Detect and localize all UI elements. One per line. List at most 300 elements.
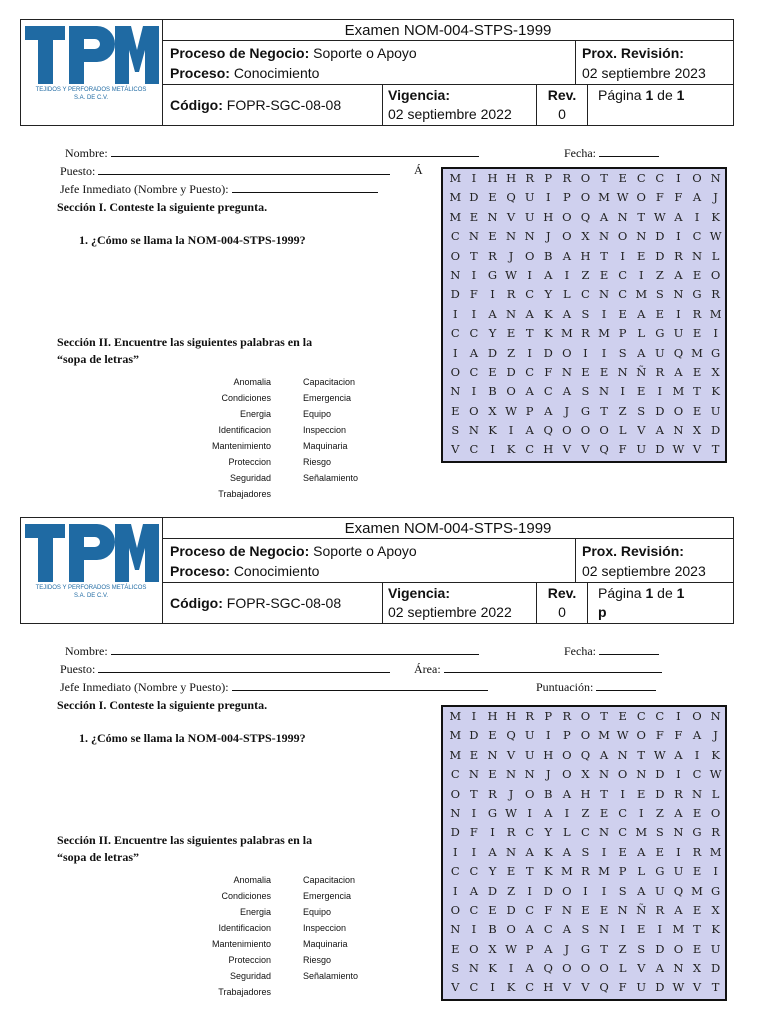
puzzle-letter[interactable]: O: [673, 941, 684, 956]
puzzle-letter[interactable]: J: [545, 229, 551, 244]
puzzle-letter[interactable]: M: [449, 209, 462, 224]
puzzle-letter[interactable]: I: [545, 728, 551, 743]
puzzle-letter[interactable]: E: [488, 364, 497, 379]
puzzle-letter[interactable]: G: [711, 883, 721, 898]
puzzle-letter[interactable]: K: [543, 306, 553, 321]
puzzle-letter[interactable]: I: [453, 844, 458, 859]
puzzle-letter[interactable]: W: [653, 747, 666, 762]
puzzle-letter[interactable]: O: [562, 229, 572, 244]
puzzle-letter[interactable]: I: [620, 786, 625, 801]
puzzle-letter[interactable]: F: [618, 442, 627, 457]
puzzle-letter[interactable]: D: [469, 190, 479, 205]
puzzle-letter[interactable]: I: [638, 267, 644, 282]
puzzle-letter[interactable]: B: [544, 248, 553, 263]
puzzle-letter[interactable]: M: [449, 747, 462, 762]
puzzle-letter[interactable]: A: [562, 306, 572, 321]
puzzle-letter[interactable]: G: [487, 267, 498, 282]
puzzle-letter[interactable]: I: [490, 287, 495, 302]
puzzle-letter[interactable]: I: [490, 980, 495, 995]
puzzle-letter[interactable]: I: [545, 190, 551, 205]
puzzle-letter[interactable]: C: [655, 709, 665, 723]
puzzle-letter[interactable]: I: [620, 384, 625, 399]
puzzle-letter[interactable]: D: [710, 423, 721, 438]
puzzle-letter[interactable]: N: [617, 747, 628, 762]
puzzle-letter[interactable]: K: [488, 423, 497, 438]
puzzle-letter[interactable]: I: [713, 864, 718, 879]
puzzle-letter[interactable]: O: [450, 902, 461, 917]
puzzle-letter[interactable]: I: [490, 442, 495, 457]
puzzle-letter[interactable]: I: [490, 825, 495, 840]
puzzle-letter[interactable]: V: [692, 980, 702, 995]
puzzle-letter[interactable]: C: [636, 171, 646, 185]
puzzle-letter[interactable]: S: [655, 825, 664, 840]
puzzle-letter[interactable]: H: [543, 442, 554, 457]
puzzle-letter[interactable]: Q: [673, 883, 684, 898]
position-line[interactable]: [98, 661, 390, 673]
puzzle-letter[interactable]: N: [450, 267, 461, 282]
puzzle-letter[interactable]: I: [583, 345, 588, 360]
puzzle-letter[interactable]: C: [525, 825, 535, 840]
puzzle-letter[interactable]: A: [525, 961, 534, 976]
area-field[interactable]: [414, 163, 423, 177]
puzzle-letter[interactable]: V: [506, 747, 516, 762]
puzzle-letter[interactable]: W: [616, 190, 629, 205]
puzzle-letter[interactable]: I: [601, 844, 607, 859]
puzzle-letter[interactable]: U: [524, 190, 535, 205]
puzzle-letter[interactable]: R: [692, 306, 702, 321]
puzzle-letter[interactable]: X: [581, 229, 590, 244]
puzzle-letter[interactable]: D: [450, 287, 460, 302]
puzzle-letter[interactable]: J: [713, 728, 718, 743]
puzzle-letter[interactable]: Z: [507, 345, 516, 360]
puzzle-letter[interactable]: I: [676, 709, 681, 723]
puzzle-letter[interactable]: O: [580, 423, 591, 438]
puzzle-letter[interactable]: V: [581, 442, 590, 457]
puzzle-letter[interactable]: T: [711, 980, 720, 995]
puzzle-letter[interactable]: W: [616, 728, 629, 743]
puzzle-letter[interactable]: M: [560, 326, 573, 341]
puzzle-letter[interactable]: N: [673, 423, 684, 438]
puzzle-letter[interactable]: Q: [543, 423, 553, 438]
puzzle-letter[interactable]: A: [544, 805, 553, 820]
puzzle-letter[interactable]: N: [617, 209, 628, 224]
puzzle-letter[interactable]: A: [692, 190, 702, 205]
puzzle-letter[interactable]: I: [620, 248, 625, 263]
puzzle-letter[interactable]: D: [543, 345, 553, 360]
puzzle-letter[interactable]: P: [562, 728, 571, 743]
puzzle-letter[interactable]: N: [487, 209, 498, 224]
puzzle-letter[interactable]: D: [655, 786, 665, 801]
puzzle-letter[interactable]: F: [544, 364, 553, 379]
puzzle-letter[interactable]: S: [451, 423, 460, 438]
puzzle-letter[interactable]: O: [580, 961, 591, 976]
puzzle-letter[interactable]: I: [676, 171, 681, 185]
puzzle-letter[interactable]: C: [543, 384, 553, 399]
puzzle-letter[interactable]: R: [581, 864, 590, 879]
puzzle-letter[interactable]: C: [692, 229, 702, 244]
puzzle-letter[interactable]: L: [618, 961, 627, 976]
puzzle-letter[interactable]: N: [506, 844, 517, 859]
puzzle-letter[interactable]: M: [691, 883, 703, 898]
puzzle-letter[interactable]: F: [618, 980, 627, 995]
puzzle-letter[interactable]: J: [564, 941, 570, 956]
puzzle-letter[interactable]: W: [709, 767, 722, 782]
puzzle-letter[interactable]: U: [654, 883, 665, 898]
puzzle-letter[interactable]: X: [488, 403, 497, 418]
puzzle-letter[interactable]: C: [581, 825, 590, 840]
puzzle-letter[interactable]: T: [470, 248, 478, 263]
puzzle-letter[interactable]: P: [618, 864, 627, 879]
puzzle-letter[interactable]: O: [580, 190, 591, 205]
puzzle-letter[interactable]: X: [581, 767, 590, 782]
puzzle-letter[interactable]: E: [599, 902, 609, 917]
puzzle-letter[interactable]: I: [527, 267, 532, 282]
position-line[interactable]: [98, 163, 390, 175]
puzzle-letter[interactable]: Y: [488, 326, 497, 341]
puzzle-letter[interactable]: V: [637, 961, 646, 976]
puzzle-letter[interactable]: L: [637, 864, 646, 879]
puzzle-letter[interactable]: N: [673, 287, 684, 302]
puzzle-letter[interactable]: N: [561, 364, 572, 379]
puzzle-letter[interactable]: N: [468, 961, 479, 976]
puzzle-letter[interactable]: A: [525, 306, 534, 321]
name-line[interactable]: [111, 643, 479, 655]
puzzle-letter[interactable]: M: [449, 728, 462, 743]
puzzle-letter[interactable]: R: [674, 786, 683, 801]
puzzle-letter[interactable]: A: [525, 384, 534, 399]
area-field[interactable]: [414, 661, 662, 676]
puzzle-letter[interactable]: F: [469, 825, 478, 840]
puzzle-letter[interactable]: A: [562, 384, 572, 399]
puzzle-letter[interactable]: U: [673, 326, 684, 341]
puzzle-letter[interactable]: U: [654, 345, 665, 360]
puzzle-letter[interactable]: I: [564, 267, 570, 282]
puzzle-letter[interactable]: T: [711, 442, 720, 457]
date-line[interactable]: [599, 145, 659, 157]
puzzle-letter[interactable]: A: [525, 423, 534, 438]
puzzle-letter[interactable]: H: [543, 747, 554, 762]
supervisor-field[interactable]: [60, 679, 488, 694]
puzzle-letter[interactable]: O: [562, 961, 572, 976]
puzzle-letter[interactable]: L: [711, 786, 720, 801]
puzzle-letter[interactable]: N: [673, 825, 684, 840]
puzzle-letter[interactable]: I: [676, 767, 681, 782]
puzzle-letter[interactable]: I: [620, 922, 625, 937]
puzzle-letter[interactable]: N: [506, 229, 517, 244]
puzzle-letter[interactable]: E: [618, 844, 627, 859]
puzzle-letter[interactable]: I: [527, 883, 532, 898]
puzzle-letter[interactable]: T: [600, 403, 608, 418]
puzzle-letter[interactable]: Q: [506, 190, 516, 205]
puzzle-letter[interactable]: M: [598, 326, 610, 341]
puzzle-letter[interactable]: M: [449, 190, 462, 205]
puzzle-letter[interactable]: N: [524, 229, 535, 244]
puzzle-letter[interactable]: Q: [599, 980, 609, 995]
puzzle-letter[interactable]: D: [655, 767, 665, 782]
puzzle-letter[interactable]: E: [692, 364, 702, 379]
puzzle-letter[interactable]: A: [488, 306, 497, 321]
puzzle-letter[interactable]: S: [581, 922, 590, 937]
puzzle-letter[interactable]: F: [674, 728, 683, 743]
puzzle-letter[interactable]: M: [598, 190, 610, 205]
puzzle-letter[interactable]: W: [672, 980, 685, 995]
puzzle-letter[interactable]: O: [562, 747, 572, 762]
puzzle-letter[interactable]: I: [564, 805, 570, 820]
puzzle-letter[interactable]: J: [713, 190, 718, 205]
puzzle-letter[interactable]: A: [637, 306, 646, 321]
puzzle-letter[interactable]: C: [525, 980, 535, 995]
puzzle-letter[interactable]: F: [655, 728, 664, 743]
puzzle-letter[interactable]: C: [469, 980, 479, 995]
puzzle-letter[interactable]: L: [637, 326, 646, 341]
puzzle-letter[interactable]: I: [527, 345, 532, 360]
puzzle-letter[interactable]: O: [617, 229, 628, 244]
puzzle-letter[interactable]: E: [506, 864, 516, 879]
puzzle-letter[interactable]: N: [599, 384, 610, 399]
puzzle-letter[interactable]: M: [598, 728, 610, 743]
name-field[interactable]: [65, 643, 479, 658]
puzzle-letter[interactable]: K: [711, 922, 720, 937]
puzzle-letter[interactable]: H: [487, 709, 498, 723]
puzzle-letter[interactable]: U: [710, 941, 721, 956]
puzzle-letter[interactable]: C: [469, 902, 479, 917]
puzzle-letter[interactable]: V: [692, 442, 702, 457]
puzzle-letter[interactable]: A: [562, 844, 572, 859]
puzzle-letter[interactable]: I: [601, 306, 607, 321]
puzzle-letter[interactable]: C: [525, 902, 535, 917]
puzzle-letter[interactable]: J: [564, 403, 570, 418]
puzzle-letter[interactable]: K: [543, 864, 553, 879]
puzzle-letter[interactable]: S: [581, 844, 590, 859]
puzzle-letter[interactable]: T: [693, 384, 701, 399]
puzzle-letter[interactable]: I: [638, 805, 644, 820]
puzzle-letter[interactable]: D: [487, 883, 498, 898]
puzzle-letter[interactable]: S: [637, 941, 646, 956]
puzzle-letter[interactable]: A: [674, 267, 683, 282]
puzzle-letter[interactable]: I: [508, 423, 514, 438]
puzzle-letter[interactable]: N: [506, 306, 517, 321]
puzzle-letter[interactable]: Q: [599, 442, 609, 457]
puzzle-letter[interactable]: W: [505, 805, 517, 820]
puzzle-letter[interactable]: E: [599, 364, 609, 379]
puzzle-letter[interactable]: O: [580, 728, 591, 743]
puzzle-letter[interactable]: A: [637, 883, 646, 898]
puzzle-letter[interactable]: A: [488, 844, 497, 859]
puzzle-letter[interactable]: O: [580, 171, 591, 185]
position-field[interactable]: [60, 163, 390, 178]
puzzle-letter[interactable]: I: [453, 306, 458, 321]
puzzle-letter[interactable]: E: [637, 922, 646, 937]
puzzle-letter[interactable]: Z: [655, 805, 664, 820]
puzzle-letter[interactable]: A: [674, 747, 683, 762]
puzzle-letter[interactable]: R: [525, 171, 534, 185]
puzzle-letter[interactable]: I: [471, 709, 477, 723]
puzzle-letter[interactable]: I: [471, 844, 477, 859]
puzzle-letter[interactable]: N: [468, 229, 479, 244]
puzzle-letter[interactable]: G: [711, 345, 721, 360]
puzzle-letter[interactable]: M: [709, 844, 722, 859]
puzzle-letter[interactable]: O: [450, 786, 461, 801]
puzzle-letter[interactable]: C: [581, 287, 590, 302]
puzzle-letter[interactable]: C: [450, 326, 460, 341]
puzzle-letter[interactable]: N: [599, 922, 610, 937]
puzzle-letter[interactable]: O: [692, 171, 702, 185]
puzzle-letter[interactable]: A: [544, 267, 553, 282]
puzzle-letter[interactable]: E: [692, 805, 702, 820]
puzzle-letter[interactable]: T: [693, 922, 701, 937]
puzzle-letter[interactable]: D: [710, 961, 721, 976]
puzzle-letter[interactable]: N: [636, 767, 647, 782]
puzzle-letter[interactable]: A: [469, 883, 479, 898]
puzzle-letter[interactable]: I: [713, 326, 718, 341]
puzzle-letter[interactable]: N: [468, 767, 479, 782]
puzzle-letter[interactable]: R: [525, 709, 534, 723]
puzzle-letter[interactable]: R: [581, 326, 590, 341]
puzzle-letter[interactable]: O: [562, 423, 572, 438]
puzzle-letter[interactable]: C: [636, 709, 646, 723]
puzzle-letter[interactable]: N: [636, 229, 647, 244]
puzzle-letter[interactable]: A: [562, 786, 572, 801]
puzzle-letter[interactable]: H: [506, 709, 517, 723]
puzzle-letter[interactable]: X: [711, 364, 720, 379]
puzzle-letter[interactable]: W: [709, 229, 722, 244]
puzzle-letter[interactable]: O: [599, 423, 609, 438]
supervisor-line[interactable]: [232, 181, 378, 193]
puzzle-letter[interactable]: U: [636, 442, 647, 457]
puzzle-letter[interactable]: O: [469, 941, 479, 956]
puzzle-letter[interactable]: W: [672, 442, 685, 457]
puzzle-letter[interactable]: N: [710, 709, 721, 723]
puzzle-letter[interactable]: Y: [488, 864, 497, 879]
puzzle-letter[interactable]: V: [581, 980, 590, 995]
puzzle-letter[interactable]: T: [600, 786, 608, 801]
puzzle-letter[interactable]: Ñ: [636, 364, 647, 379]
puzzle-letter[interactable]: I: [471, 267, 477, 282]
puzzle-letter[interactable]: N: [524, 767, 535, 782]
puzzle-letter[interactable]: T: [637, 209, 646, 224]
puzzle-letter[interactable]: L: [563, 287, 571, 302]
puzzle-letter[interactable]: G: [580, 403, 591, 418]
puzzle-letter[interactable]: E: [506, 326, 516, 341]
puzzle-letter[interactable]: C: [525, 364, 535, 379]
puzzle-letter[interactable]: W: [653, 209, 666, 224]
puzzle-letter[interactable]: E: [637, 384, 646, 399]
puzzle-letter[interactable]: C: [450, 864, 460, 879]
puzzle-letter[interactable]: D: [655, 229, 665, 244]
puzzle-letter[interactable]: J: [508, 248, 514, 263]
puzzle-letter[interactable]: R: [488, 786, 497, 801]
puzzle-letter[interactable]: T: [600, 171, 608, 185]
puzzle-letter[interactable]: M: [672, 384, 685, 399]
puzzle-letter[interactable]: A: [674, 364, 683, 379]
puzzle-letter[interactable]: I: [508, 961, 514, 976]
puzzle-letter[interactable]: H: [580, 786, 591, 801]
puzzle-letter[interactable]: N: [710, 171, 721, 185]
puzzle-letter[interactable]: P: [544, 171, 553, 185]
puzzle-letter[interactable]: I: [471, 922, 477, 937]
puzzle-letter[interactable]: A: [469, 345, 479, 360]
puzzle-letter[interactable]: G: [580, 941, 591, 956]
puzzle-letter[interactable]: E: [451, 941, 460, 956]
puzzle-letter[interactable]: S: [618, 345, 627, 360]
puzzle-letter[interactable]: Q: [506, 728, 516, 743]
puzzle-letter[interactable]: T: [600, 248, 608, 263]
puzzle-letter[interactable]: E: [637, 786, 646, 801]
puzzle-letter[interactable]: E: [469, 209, 479, 224]
score-field[interactable]: [536, 679, 656, 694]
puzzle-letter[interactable]: A: [599, 747, 609, 762]
puzzle-letter[interactable]: I: [471, 805, 477, 820]
puzzle-letter[interactable]: S: [618, 883, 627, 898]
puzzle-letter[interactable]: N: [599, 767, 610, 782]
puzzle-letter[interactable]: P: [525, 941, 534, 956]
puzzle-letter[interactable]: M: [449, 171, 462, 185]
puzzle-letter[interactable]: C: [450, 767, 460, 782]
puzzle-letter[interactable]: A: [544, 941, 553, 956]
puzzle-letter[interactable]: H: [506, 171, 517, 185]
puzzle-letter[interactable]: G: [655, 864, 665, 879]
puzzle-letter[interactable]: C: [618, 267, 628, 282]
puzzle-letter[interactable]: E: [581, 902, 590, 917]
puzzle-letter[interactable]: C: [543, 922, 553, 937]
puzzle-letter[interactable]: J: [508, 786, 514, 801]
puzzle-letter[interactable]: W: [505, 267, 517, 282]
puzzle-letter[interactable]: R: [488, 248, 497, 263]
puzzle-letter[interactable]: O: [562, 883, 572, 898]
puzzle-letter[interactable]: I: [453, 883, 458, 898]
puzzle-letter[interactable]: E: [692, 403, 702, 418]
puzzle-letter[interactable]: R: [506, 287, 516, 302]
date-line[interactable]: [599, 643, 659, 655]
puzzle-letter[interactable]: V: [451, 980, 460, 995]
puzzle-letter[interactable]: A: [655, 423, 664, 438]
puzzle-letter[interactable]: N: [487, 747, 498, 762]
puzzle-letter[interactable]: K: [506, 980, 516, 995]
puzzle-letter[interactable]: D: [506, 364, 516, 379]
puzzle-letter[interactable]: K: [506, 442, 516, 457]
puzzle-letter[interactable]: Ñ: [636, 902, 647, 917]
puzzle-letter[interactable]: G: [655, 326, 665, 341]
puzzle-letter[interactable]: W: [505, 403, 517, 418]
puzzle-letter[interactable]: B: [488, 922, 497, 937]
puzzle-letter[interactable]: U: [710, 403, 721, 418]
puzzle-letter[interactable]: N: [599, 825, 610, 840]
puzzle-letter[interactable]: Z: [618, 941, 627, 956]
puzzle-letter[interactable]: E: [655, 844, 665, 859]
puzzle-letter[interactable]: N: [691, 786, 703, 801]
name-line[interactable]: [111, 145, 479, 157]
puzzle-letter[interactable]: A: [655, 961, 664, 976]
puzzle-letter[interactable]: A: [599, 209, 609, 224]
puzzle-letter[interactable]: F: [655, 190, 664, 205]
puzzle-letter[interactable]: T: [600, 709, 608, 723]
puzzle-letter[interactable]: A: [544, 403, 553, 418]
puzzle-letter[interactable]: E: [618, 306, 627, 321]
puzzle-letter[interactable]: A: [637, 844, 646, 859]
puzzle-letter[interactable]: U: [673, 864, 684, 879]
puzzle-letter[interactable]: L: [711, 248, 720, 263]
puzzle-letter[interactable]: E: [692, 864, 702, 879]
puzzle-letter[interactable]: B: [488, 384, 497, 399]
puzzle-letter[interactable]: Q: [543, 961, 553, 976]
puzzle-letter[interactable]: D: [655, 403, 665, 418]
puzzle-letter[interactable]: Z: [618, 403, 627, 418]
puzzle-letter[interactable]: O: [710, 267, 721, 282]
puzzle-letter[interactable]: M: [635, 287, 648, 302]
puzzle-letter[interactable]: A: [562, 922, 572, 937]
puzzle-letter[interactable]: T: [600, 941, 608, 956]
puzzle-letter[interactable]: A: [637, 345, 646, 360]
